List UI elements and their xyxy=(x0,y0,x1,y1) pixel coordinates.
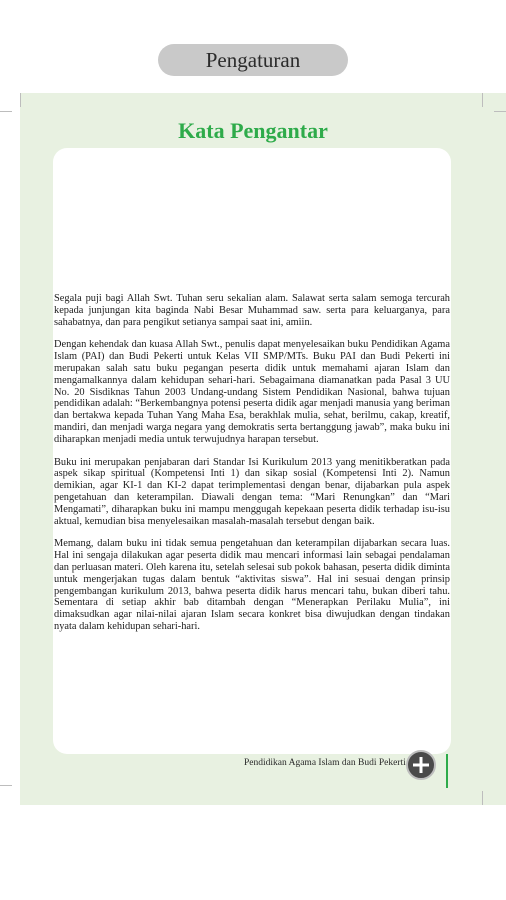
page-body xyxy=(54,293,450,644)
settings-button[interactable] xyxy=(158,44,348,76)
crop-mark xyxy=(482,791,483,805)
crop-mark xyxy=(0,111,12,112)
crop-mark xyxy=(494,111,506,112)
plus-icon xyxy=(412,756,430,774)
page-edge-marker xyxy=(446,754,448,788)
paragraph: Segala puji bagi Allah Swt. Tuhan seru sekalian alam. Salawat serta salam semoga tercurah kepada junjungan kita baginda Nabi Besar Muhammad saw. serta para keluarganya, para sahabatnya, dan para pengikut setianya sampai saat ini, amiin. xyxy=(54,293,450,328)
page-footer: Pendidikan Agama Islam dan Budi Pekerti xyxy=(244,758,406,768)
settings-label: Pengaturan xyxy=(205,47,301,72)
page-title: Kata Pengantar xyxy=(178,118,328,143)
crop-mark xyxy=(20,93,21,107)
zoom-in-button[interactable] xyxy=(406,750,436,780)
crop-mark xyxy=(482,93,483,107)
paragraph: Buku ini merupakan penjabaran dari Standar Isi Kurikulum 2013 yang menitikberatkan pada aspek sikap spiritual (Kompetensi Inti 1) dan sikap sosial (Kompetensi Inti 2). Namun demikian, agar KI-1 dan KI-2 dapat terimplementasi dengan benar, dijabarkan pula aspek pengetahuan dan keterampilan. Diawali dengan tema: “Mari Renungkan” dan “Mari Mengamati”, diharapkan buku ini mampu menggugah kepekaan peserta didik terhadap isu-isu aktual, kemudian bisa menyelesaikan masalah-masalah tersebut dengan baik. xyxy=(54,456,450,527)
paragraph: Dengan kehendak dan kuasa Allah Swt., penulis dapat menyelesaikan buku Pendidikan Agama Islam (PAI) dan Budi Pekerti untuk Kelas VII SMP/MTs. Buku PAI dan Budi Pekerti ini merupakan salah satu buku pegangan peserta didik untuk memahami ajaran Islam dan mengamalkannya dalam kehidupan sehari-hari. Sebagaimana diamanatkan pada Pasal 3 UU No. 20 Sisdiknas Tahun 2003 Undang-undang Sistem Pendidikan Nasional, bahwa tujuan pendidikan adalah: “Berkembangnya potensi peserta didik agar menjadi manusia yang beriman dan bertakwa kepada Tuhan Yang Maha Esa, berakhlak mulia, sehat, berilmu, cakap, kreatif, mandiri, dan menjadi warga negara yang demokratis serta bertanggung jawab”, maka buku ini diharapkan menjadi media untuk terwujudnya harapan tersebut. xyxy=(54,339,450,445)
crop-mark xyxy=(0,785,12,786)
paragraph: Memang, dalam buku ini tidak semua pengetahuan dan keterampilan dijabarkan secara luas. Hal ini sengaja dilakukan agar peserta didik mau mencari informasi lain sebagai pendalaman dan perluasan materi. Oleh karena itu, setelah selesai sub pokok bahasan, peserta didik diminta untuk mengerjakan tugas dalam bentuk “aktivitas siswa”. Hal ini sesuai dengan prinsip pengembangan kurikulum 2013, bahwa peserta didik harus mencari tahu, bukan diberi tahu. Sementara di setiap akhir bab ditambah dengan “Menerapkan Perilaku Mulia”, ini dimaksudkan agar nilai-nilai ajaran Islam secara konkret bisa diwujudkan dengan tindakan nyata dalam kehidupan sehari-hari. xyxy=(54,538,450,632)
